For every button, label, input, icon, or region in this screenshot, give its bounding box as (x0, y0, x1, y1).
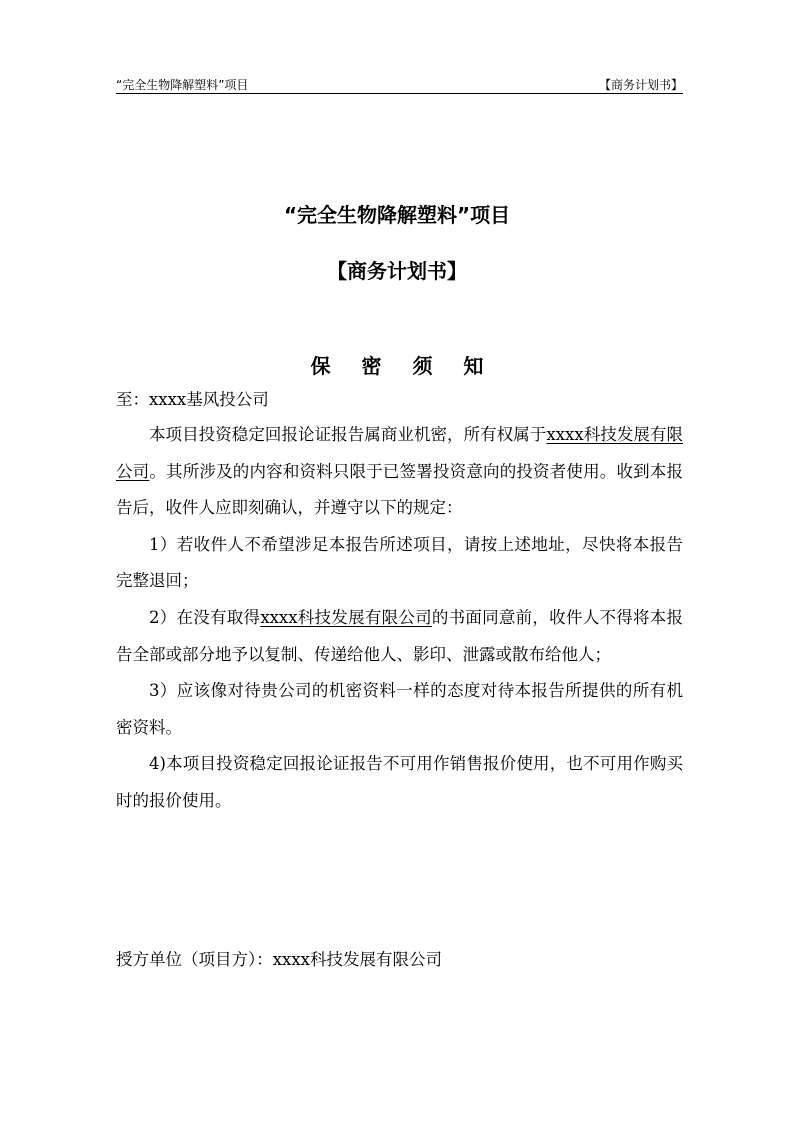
header-rule (116, 93, 683, 94)
rule-3: 3）应该像对待贵公司的机密资料一样的态度对待本报告所提供的所有机密资料。 (116, 681, 683, 737)
document-subtitle: 【商务计划书】 (327, 259, 467, 283)
intro-text-a: 本项目投资稳定回报论证报告属商业机密，所有权属于 (149, 425, 547, 444)
signature-line: 授方单位（项目方）：xxxx科技发展有限公司 (116, 950, 442, 969)
addressee: 至：xxxx基风投公司 (116, 390, 269, 409)
intro-text-b: 。其所涉及的内容和资料只限于已签署投资意向的投资者使用。收到本报告后，收件人应即刻确认，并遵守以下的规定： (116, 461, 684, 518)
rule-1: 1）若收件人不希望涉足本报告所述项目，请按上述地址，尽快将本报告完整退回； (116, 534, 683, 591)
page-header (116, 76, 683, 92)
header-project-name: “完全生物降解塑料”项目 (116, 78, 249, 92)
addressee-line (116, 382, 683, 419)
rule-2-company: xxxx科技发展有限公司 (260, 607, 432, 627)
intro-paragraph (116, 417, 683, 527)
confidentiality-body (116, 417, 683, 820)
header-doc-type: 【商务计划书】 (598, 78, 683, 92)
rule-2-text-a: 2）在没有取得 (149, 607, 261, 627)
document-title: “完全生物降解塑料”项目 (283, 203, 511, 227)
rule-2 (116, 600, 683, 673)
section-title: 保 密 须 知 (310, 354, 496, 378)
owner-company: xxxx科技发展有限公司 (116, 425, 683, 481)
rule-4: 4)本项目投资稳定回报论证报告不可用作销售报价使用，也不可用作购买时的报价使用。 (116, 754, 683, 810)
rule-2-text-b: 的书面同意前，收件人不得将本报告全部或部分地予以复制、传递给他人、影印、泄露或散布给他人； (116, 607, 683, 664)
